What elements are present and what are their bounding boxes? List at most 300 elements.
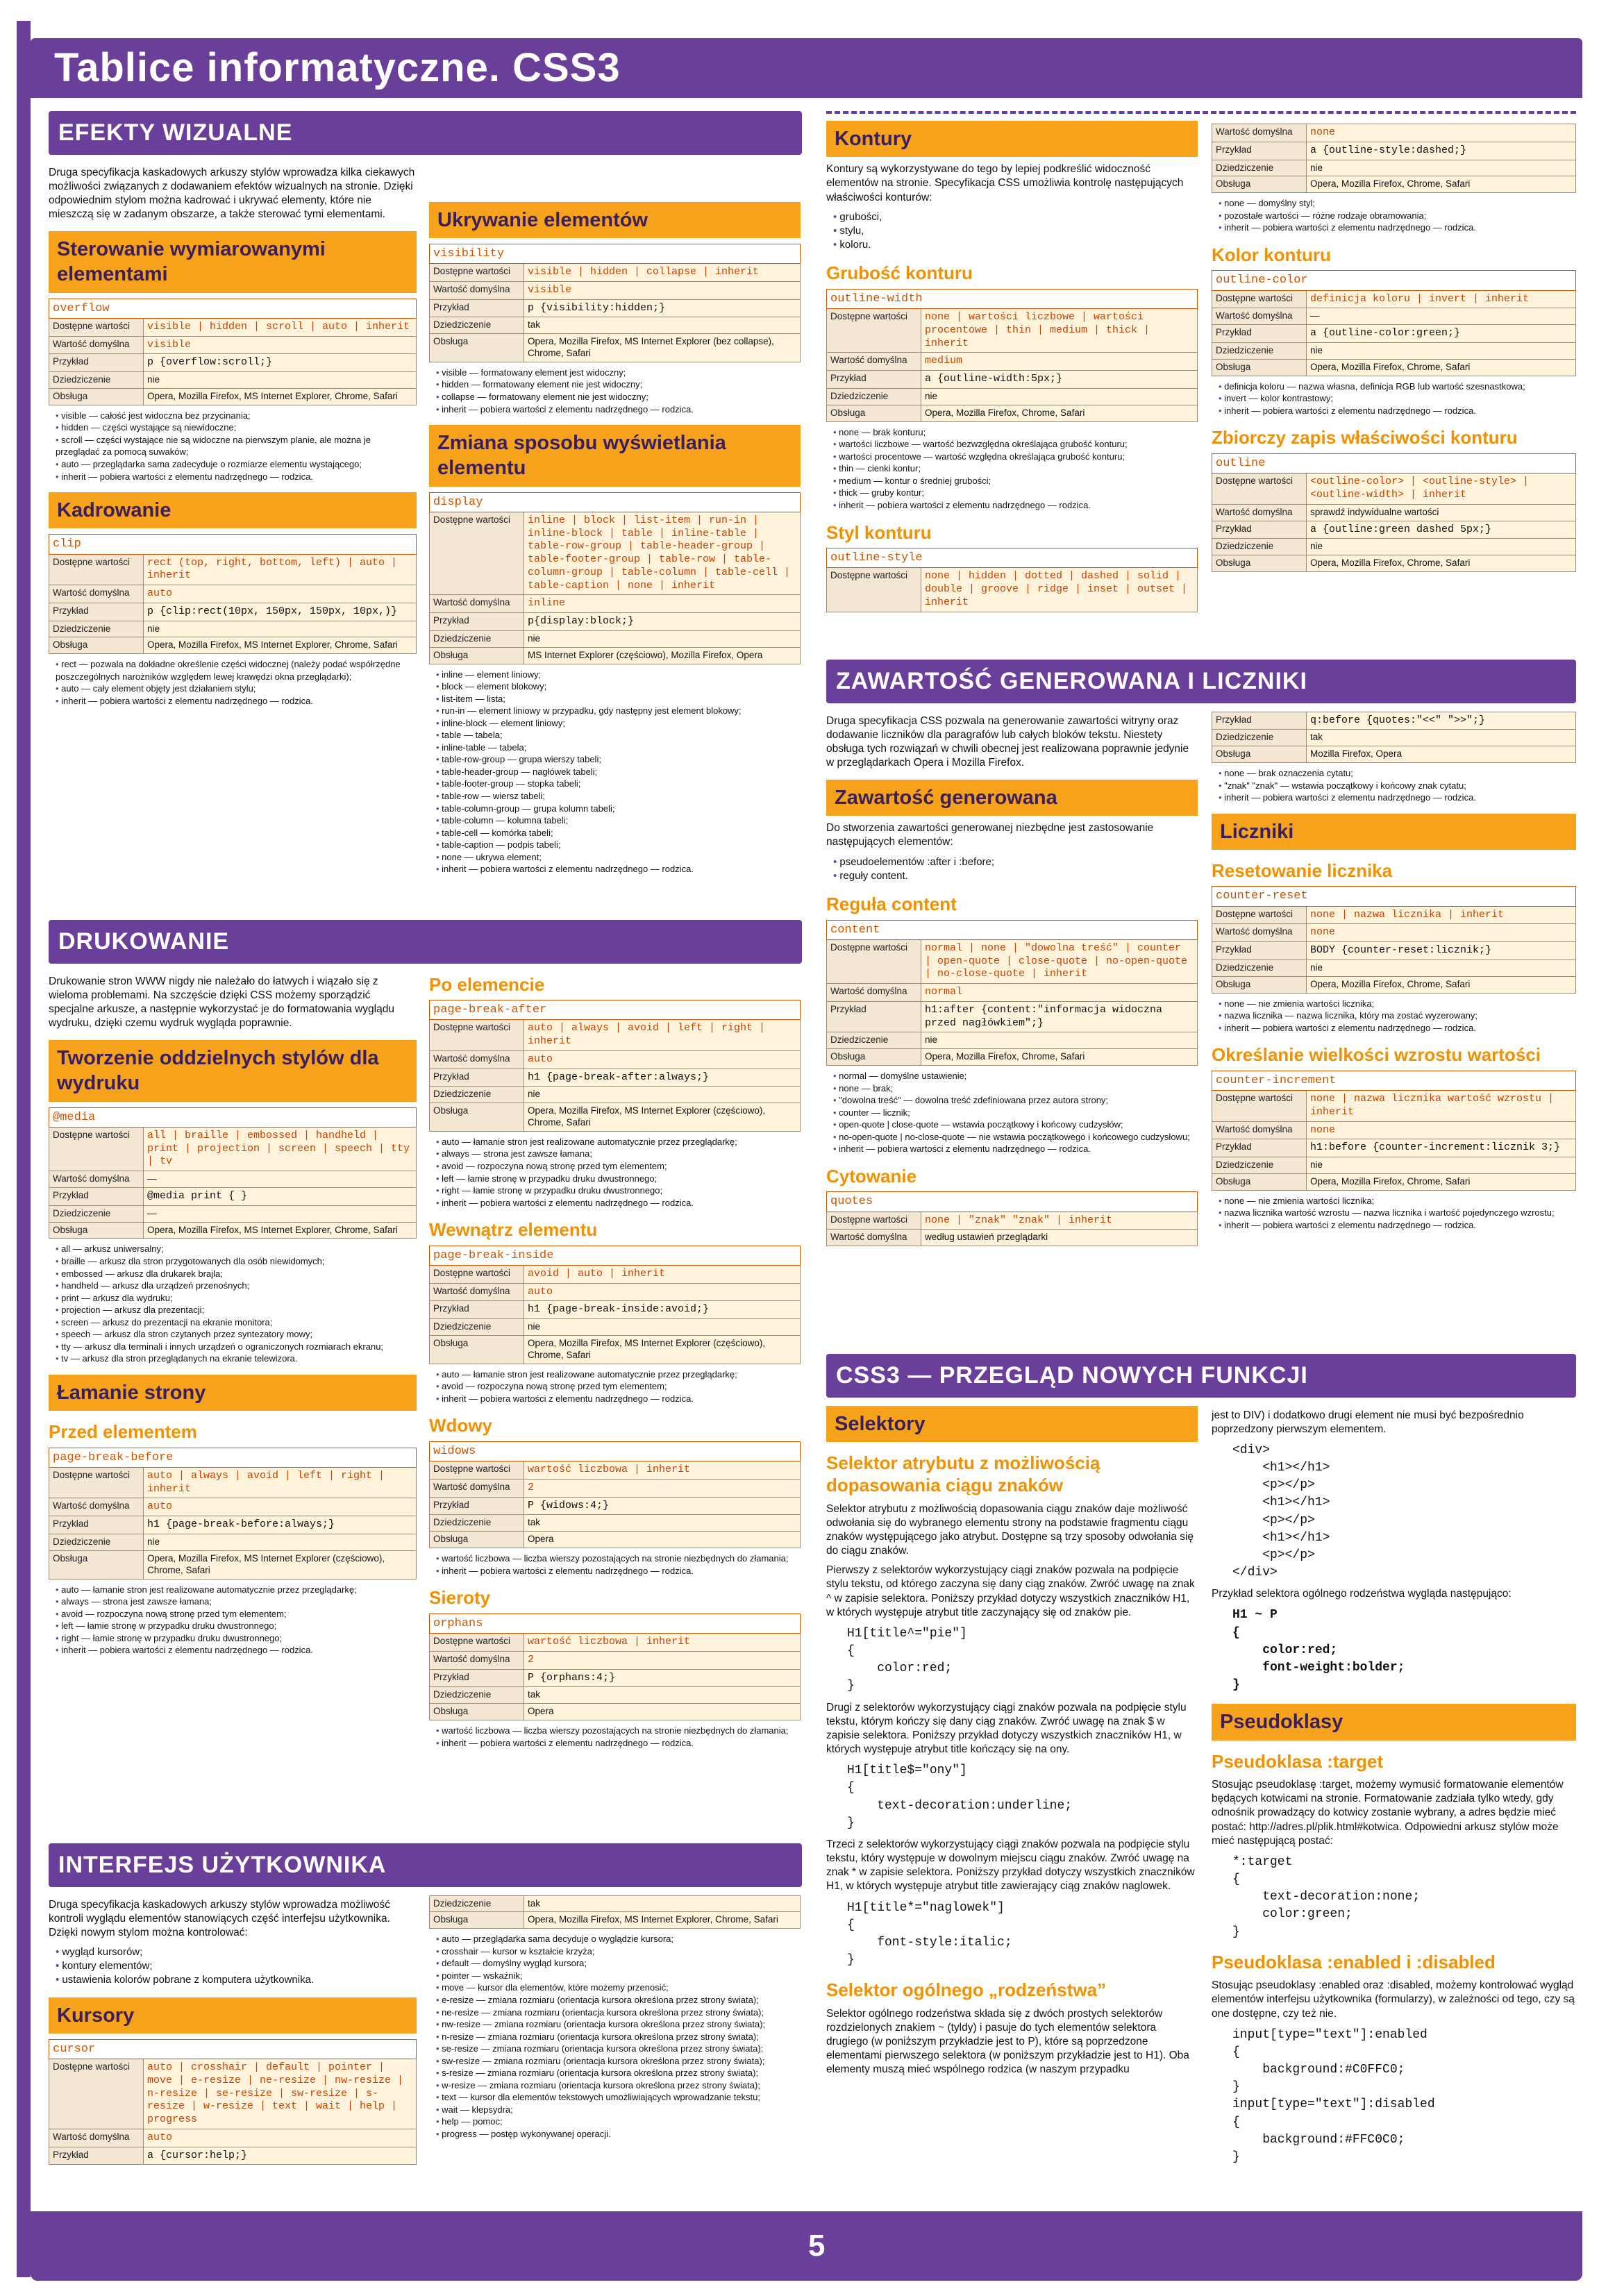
table-cell: nie	[524, 1319, 801, 1336]
list-item: • left — łamie stronę w przypadku druku dwustronnego;	[436, 1173, 801, 1185]
table-cell: Przykład	[49, 1516, 144, 1534]
list-item: • none — ukrywa element;	[436, 851, 801, 864]
table-cell: nie	[144, 621, 417, 637]
target-header: Pseudoklasa :target	[1212, 1750, 1384, 1772]
list-item: • w-resize — zmiana rozmiaru (orientacja kursora określona przez strony świata);	[436, 2079, 801, 2092]
table-cell: Przykład	[49, 354, 144, 372]
list-item: • inherit — pobiera wartości z elementu nadrzędnego — rodzica.	[56, 1644, 417, 1657]
table-cell: auto	[144, 585, 417, 603]
attr-p4: Trzeci z selektorów wykorzystujący ciągi znaków pozwala na podpięcie stylu tekstu, który występuje w dowolnym miejscu ciągu znaków. Zwróć uwagę na znak * w zapisie selektora. Poniższy przykład dotyczy wszystkich znaczników H1, w których występuje atrybut title zawierający ciąg znaków naglowek.	[826, 1838, 1195, 1893]
styl-header: Styl konturu	[826, 521, 932, 543]
interfejs-intro-list	[56, 1945, 417, 1988]
table-cell: auto | crosshair | default | pointer | move | e-resize | ne-resize | nw-resize | n-resize | se-resize | sw-resize | s-resize | w-resize | text | wait | help | progress	[144, 2059, 417, 2129]
media-table	[49, 1107, 417, 1239]
table-cell: page-break-inside	[430, 1246, 801, 1265]
list-item: • all — arkusz uniwersalny;	[56, 1243, 417, 1255]
list-item: • wait — klepsydra;	[436, 2104, 801, 2116]
pseudo-header: Pseudoklasy	[1212, 1704, 1576, 1740]
table-cell: nie	[144, 372, 417, 389]
cytowanie-header: Cytowanie	[826, 1165, 917, 1187]
table-cell: Dziedziczenie	[49, 1534, 144, 1550]
list-item: • tv — arkusz dla stron przeglądanych na ekranie telewizora.	[56, 1352, 417, 1365]
list-item: • inherit — pobiera wartości z elementu nadrzędnego — rodzica.	[833, 1143, 1198, 1155]
media-list	[56, 1243, 417, 1364]
wdowy-header: Wdowy	[429, 1415, 492, 1436]
table-cell: Dostępne wartości	[430, 1634, 524, 1652]
list-item: • hidden — części wystające są niewidoczne;	[56, 421, 417, 434]
zawartosc-section	[826, 660, 1576, 1249]
orphans-table	[429, 1614, 801, 1720]
list-item: • stylu,	[833, 224, 1198, 238]
list-item: • nazwa licznika wartość wzrostu — nazwa licznika i wartość pojedynczego wzrostu;	[1219, 1207, 1576, 1219]
gen-list	[833, 855, 1198, 884]
quotes-list	[1219, 767, 1576, 804]
table-cell: Przykład	[1212, 942, 1307, 960]
outline-color-list	[1219, 380, 1576, 417]
table-cell: tak	[524, 1895, 801, 1912]
cursor-table-cont	[429, 1895, 801, 1929]
list-item: • inherit — pobiera wartości z elementu nadrzędnego — rodzica.	[1219, 1022, 1576, 1034]
table-cell: Dostępne wartości	[827, 1212, 921, 1230]
table-cell: Dziedziczenie	[430, 317, 524, 334]
table-cell: Przykład	[1212, 1139, 1307, 1157]
table-cell: wartość liczbowa | inherit	[524, 1634, 801, 1652]
table-cell: Opera, Mozilla Firefox, MS Internet Explorer (bez collapse), Chrome, Safari	[524, 334, 801, 362]
table-cell: Przykład	[430, 1301, 524, 1319]
table-cell: tak	[1307, 730, 1576, 746]
table-cell: Wartość domyślna	[1212, 504, 1307, 521]
table-cell: Wartość domyślna	[1212, 1121, 1307, 1139]
table-cell: a {outline-style:dashed;}	[1307, 142, 1576, 160]
table-cell: Dziedziczenie	[1212, 1157, 1307, 1174]
table-cell: Dostępne wartości	[430, 512, 524, 595]
list-item: • nw-resize — zmiana rozmiaru (orientacja kursora określona przez strony świata);	[436, 2018, 801, 2031]
table-cell: nie	[1307, 960, 1576, 976]
left-border-bar	[17, 21, 31, 2277]
table-cell: auto	[524, 1283, 801, 1301]
list-item: • inherit — pobiera wartości z elementu nadrzędnego — rodzica.	[1219, 1219, 1576, 1232]
section-header-efekty: EFEKTY WIZUALNE	[49, 111, 802, 155]
table-cell: Wartość domyślna	[827, 1230, 921, 1246]
table-cell: Wartość domyślna	[1212, 924, 1307, 942]
table-cell: Dziedziczenie	[430, 630, 524, 647]
list-item: • wartości procentowe — wartość względna określająca grubość konturu;	[833, 451, 1198, 463]
list-item: • thin — cienki kontur;	[833, 462, 1198, 475]
list-item: • none — nie zmienia wartości licznika;	[1219, 1195, 1576, 1207]
table-cell: quotes	[827, 1192, 1198, 1212]
table-cell: Wartość domyślna	[49, 2129, 144, 2147]
table-cell: nie	[144, 1534, 417, 1550]
table-cell: inline	[524, 595, 801, 613]
table-cell: Opera, Mozilla Firefox, Chrome, Safari	[1307, 359, 1576, 376]
list-item: • none — brak konturu;	[833, 426, 1198, 439]
outline-color-table	[1212, 270, 1576, 376]
table-cell: visible	[144, 336, 417, 354]
kontury-header: Kontury	[826, 121, 1198, 157]
list-item: • wartość liczbowa — liczba wierszy pozostających na stronie niezbędnych do złamania;	[436, 1725, 801, 1737]
table-cell: nie	[921, 1032, 1198, 1049]
table-cell: none | nazwa licznika | inherit	[1307, 906, 1576, 924]
table-cell: normal | none | "dowolna treść" | counter | open-quote | close-quote | no-open-quote | no-close-quote | inherit	[921, 939, 1198, 983]
table-cell: nie	[921, 388, 1198, 405]
sib-p2: jest to DIV) i dodatkowo drugi element nie musi być bezpośrednio poprzedzony pierwszym elementem.	[1212, 1409, 1524, 1435]
table-cell: Obsługa	[1212, 746, 1307, 763]
table-cell: Opera, Mozilla Firefox, Chrome, Safari	[921, 405, 1198, 421]
list-item: • table-footer-group — stopka tabeli;	[436, 778, 801, 790]
list-item: • table-row — wiersz tabeli;	[436, 790, 801, 803]
table-cell: Przykład	[49, 1187, 144, 1205]
list-item: • text — kursor dla elementów tekstowych umożliwiających wprowadzanie tekstu;	[436, 2091, 801, 2104]
table-cell: Opera, Mozilla Firefox, MS Internet Explorer, Chrome, Safari	[144, 637, 417, 654]
table-cell: Obsługa	[430, 1336, 524, 1364]
overflow-list	[56, 410, 417, 483]
table-cell: visible | hidden | collapse | inherit	[524, 264, 801, 282]
list-item: • right — łamie stronę w przypadku druku dwustronnego;	[56, 1632, 417, 1645]
table-cell: inline | block | list-item | run-in | inline-block | table | inline-table | table-row-group | table-header-group | table-footer-group | table-row | table-column-group | table-column | table-cell | table-caption | none | inherit	[524, 512, 801, 595]
section-header-css3: CSS3 — PRZEGLĄD NOWYCH FUNKCJI	[826, 1354, 1576, 1398]
list-item: • rect — pozwala na dokładne określenie części widocznej (należy podać współrzędne poszczególnych narożników względem lewej krawędzi okna przeglądarki);	[56, 658, 417, 682]
table-cell: counter-reset	[1212, 887, 1576, 906]
code-example-5: H1 ~ P { color:red; font-weight:bolder; }	[1232, 1608, 1405, 1693]
quotes-table	[826, 1191, 1198, 1246]
list-item: • always — strona jest zawsze łamana;	[56, 1595, 417, 1608]
table-cell: medium	[921, 353, 1198, 371]
table-cell: Wartość domyślna	[827, 984, 921, 1002]
list-item: • nazwa licznika — nazwa licznika, który ma zostać wyzerowany;	[1219, 1009, 1576, 1022]
cursor-table	[49, 2039, 417, 2165]
table-cell: Dostępne wartości	[1212, 906, 1307, 924]
list-item: • visible — formatowany element jest widoczny;	[436, 367, 801, 379]
list-item: • ustawienia kolorów pobrane z komputera użytkownika.	[56, 1973, 417, 1987]
table-cell: 2	[524, 1651, 801, 1669]
table-cell: outline-style	[827, 548, 1198, 568]
table-cell: <outline-color> | <outline-style> | <outline-width> | inherit	[1307, 474, 1576, 505]
regula-header: Reguła content	[826, 894, 957, 915]
table-cell: Przykład	[49, 603, 144, 621]
table-cell: Dziedziczenie	[430, 1515, 524, 1532]
list-item: • none — brak oznaczenia cytatu;	[1219, 767, 1576, 780]
sib-p1: Selektor ogólnego rodzeństwa składa się z dwóch prostych selektorów rozdzielonych znakiem ~ (tyldy) i pasuje do tych elementów selektora drugiego (w poniższym przykładzie jest to P), które są poprzedzone elementami pierwszego selektora (w poniższym przykładzie jest to H1). Oba elementy muszą mieć wspólnego rodzica (w naszym przypadku	[826, 2007, 1189, 2076]
list-item: • scroll — części wystające nie są widoczne na pierwszym planie, ale można je przeglądać za pomocą suwaków;	[56, 434, 417, 458]
zmiana-header: Zmiana sposobu wyświetlania elementu	[429, 425, 801, 487]
table-cell: tak	[524, 317, 801, 334]
table-cell: Przykład	[430, 1669, 524, 1687]
table-cell: h1 {page-break-inside:avoid;}	[524, 1301, 801, 1319]
table-cell: sprawdź indywidualne wartości	[1307, 504, 1576, 521]
list-item: • help — pomoc;	[436, 2115, 801, 2128]
list-item: • table-caption — podpis tabeli;	[436, 839, 801, 851]
table-cell: h1 {page-break-before:always;}	[144, 1516, 417, 1534]
table-cell: clip	[49, 535, 417, 554]
section-header-zawartosc: ZAWARTOŚĆ GENEROWANA I LICZNIKI	[826, 660, 1576, 703]
table-cell: Dziedziczenie	[1212, 960, 1307, 976]
table-cell: Dostępne wartości	[827, 309, 921, 353]
table-cell: Dziedziczenie	[49, 621, 144, 637]
list-item: • auto — łamanie stron jest realizowane automatycznie przez przeglądarkę;	[56, 1584, 417, 1596]
table-cell: outline-color	[1212, 271, 1576, 290]
list-item: • kontury elementów;	[56, 1959, 417, 1973]
list-item: • visible — całość jest widoczna bez przycinania;	[56, 410, 417, 422]
table-cell: none | hidden | dotted | dashed | solid | double | groove | ridge | inset | outset | inherit	[921, 568, 1198, 612]
list-item: • inherit — pobiera wartości z elementu nadrzędnego — rodzica.	[436, 863, 801, 875]
table-cell: rect (top, right, bottom, left) | auto | inherit	[144, 554, 417, 585]
table-cell: Dostępne wartości	[430, 1461, 524, 1480]
counter-reset-table	[1212, 886, 1576, 993]
table-cell: content	[827, 920, 1198, 939]
table-cell: visible | hidden | scroll | auto | inherit	[144, 318, 417, 336]
pbb-table	[49, 1448, 417, 1579]
table-cell: Obsługa	[49, 637, 144, 654]
table-cell: Dziedziczenie	[827, 1032, 921, 1049]
table-cell: Dziedziczenie	[49, 372, 144, 389]
list-item: • "znak" "znak" — wstawia początkowy i końcowy znak cytatu;	[1219, 780, 1576, 792]
list-item: • handheld — arkusz dla urządzeń przenośnych;	[56, 1280, 417, 1292]
orphans-list	[436, 1725, 801, 1749]
table-cell: outline-width	[827, 289, 1198, 308]
table-cell: Wartość domyślna	[430, 281, 524, 299]
list-item: • normal — domyślne ustawienie;	[833, 1070, 1198, 1082]
interfejs-section	[49, 1843, 802, 2168]
table-cell: @media	[49, 1107, 417, 1127]
table-cell: nie	[1307, 539, 1576, 555]
list-item: • n-resize — zmiana rozmiaru (orientacja kursora określona przez strony świata);	[436, 2031, 801, 2043]
table-cell: Opera, Mozilla Firefox, MS Internet Explorer (częściowo), Chrome, Safari	[524, 1336, 801, 1364]
list-item: • auto — łamanie stron jest realizowane automatycznie przez przeglądarkę;	[436, 1368, 801, 1381]
table-cell: h1 {page-break-after:always;}	[524, 1069, 801, 1087]
table-cell: p {visibility:hidden;}	[524, 299, 801, 317]
liczniki-header: Liczniki	[1212, 814, 1576, 850]
list-item: • s-resize — zmiana rozmiaru (orientacja kursora określona przez strony świata);	[436, 2067, 801, 2079]
selektory-header: Selektory	[826, 1406, 1198, 1442]
table-cell: auto	[144, 1498, 417, 1516]
table-cell: auto	[524, 1050, 801, 1069]
table-cell: Obsługa	[827, 1049, 921, 1066]
pba-table	[429, 1000, 801, 1132]
table-cell: Dostępne wartości	[49, 1127, 144, 1171]
code-example-3: H1[title*="naglowek"] { font-style:italic; }	[847, 1900, 1012, 1968]
table-cell: MS Internet Explorer (częściowo), Mozilla Firefox, Opera	[524, 647, 801, 664]
sib-header: Selektor ogólnego „rodzeństwa”	[826, 1979, 1107, 2001]
content-list	[833, 1070, 1198, 1155]
content-table	[826, 920, 1198, 1066]
table-cell: wartość liczbowa | inherit	[524, 1461, 801, 1480]
pbb-list	[56, 1584, 417, 1657]
table-cell: auto | always | avoid | left | right | inherit	[524, 1020, 801, 1051]
table-cell: Opera, Mozilla Firefox, Chrome, Safari	[1307, 1173, 1576, 1190]
table-cell: Obsługa	[1212, 359, 1307, 376]
list-item: • reguły content.	[833, 869, 1198, 883]
list-item: • progress — postęp wykonywanej operacji.	[436, 2128, 801, 2140]
table-cell: display	[430, 492, 801, 512]
list-item: • tty — arkusz dla terminali i innych urządzeń o ograniczonych rozmiarach ekranu;	[56, 1341, 417, 1353]
cursor-list	[436, 1933, 801, 2140]
table-cell: @media print { }	[144, 1187, 417, 1205]
table-cell: Przykład	[430, 1069, 524, 1087]
list-item: • table-row-group — grupa wierszy tabeli;	[436, 753, 801, 766]
list-item: • open-quote | close-quote — wstawia początkowy i końcowy cudzysłów;	[833, 1118, 1198, 1131]
table-cell: Wartość domyślna	[49, 1171, 144, 1188]
counter-reset-list	[1219, 998, 1576, 1034]
table-cell: none	[1307, 1121, 1576, 1139]
display-table	[429, 492, 801, 664]
table-cell: Przykład	[430, 299, 524, 317]
list-item: • inherit — pobiera wartości z elementu nadrzędnego — rodzica.	[436, 1565, 801, 1577]
list-item: • none — brak;	[833, 1082, 1198, 1095]
section-header-drukowanie: DRUKOWANIE	[49, 920, 802, 964]
list-item: • inherit — pobiera wartości z elementu nadrzędnego — rodzica.	[56, 471, 417, 483]
table-cell: Wartość domyślna	[430, 1050, 524, 1069]
efekty-intro: Druga specyfikacja kaskadowych arkuszy stylów wprowadza kilka ciekawych możliwości związanych z dodawaniem efektów wizualnych na stronie. Dzięki odpowiednim stylom można kadrować i ukrywać elementy, które nie mieszczą się w zadanym obszarze, a także sterować tymi elementami.	[49, 166, 415, 220]
table-cell: widows	[430, 1441, 801, 1461]
visibility-list	[436, 367, 801, 415]
table-cell: visibility	[430, 244, 801, 263]
list-item: • no-open-quote | no-close-quote — nie wstawia początkowego i końcowego cudzysłowu;	[833, 1131, 1198, 1143]
list-item: • right — łamie stronę w przypadku druku dwustronnego;	[436, 1184, 801, 1197]
code-example-2: H1[title$="ony"] { text-decoration:underline; }	[847, 1763, 1073, 1830]
table-cell: Wartość domyślna	[430, 1283, 524, 1301]
list-item: • move — kursor dla elementów, które możemy przenosić;	[436, 1981, 801, 1994]
table-cell: Obsługa	[430, 1704, 524, 1720]
table-cell: Obsługa	[1212, 976, 1307, 993]
table-cell: h1:after {content:"informacja widoczna przed nagłówkiem";}	[921, 1001, 1198, 1032]
list-item: • se-resize — zmiana rozmiaru (orientacja kursora określona przez strony świata);	[436, 2043, 801, 2055]
list-item: • hidden — formatowany element nie jest widoczny;	[436, 378, 801, 391]
widows-table	[429, 1441, 801, 1548]
table-cell: Dostępne wartości	[430, 1020, 524, 1051]
drukowanie-intro: Drukowanie stron WWW nigdy nie należało do łatwych i wiązało się z wieloma problemami. Na szczęście dzięki CSS możemy sporządzić specjalne arkusze, a następnie wykorzystać je do formatowania wyglądu wydruku, dzięki czemu wydruk wygląda poprawnie.	[49, 975, 394, 1029]
list-item: • braille — arkusz dla stron przygotowanych dla osób niewidomych;	[56, 1255, 417, 1268]
table-cell: q:before {quotes:"<<" ">>";}	[1307, 712, 1576, 730]
list-item: • left — łamie stronę w przypadku druku dwustronnego;	[56, 1620, 417, 1632]
grubosc-header: Grubość konturu	[826, 262, 973, 284]
enabled-header: Pseudoklasa :enabled i :disabled	[1212, 1951, 1496, 1972]
table-cell: Dostępne wartości	[430, 264, 524, 282]
table-cell: Przykład	[827, 371, 921, 389]
table-cell: nie	[1307, 1157, 1576, 1174]
list-item: • auto — łamanie stron jest realizowane automatycznie przez przeglądarkę;	[436, 1136, 801, 1148]
list-item: • auto — przeglądarka sama zadecyduje o rozmiarze elementu wystającego;	[56, 458, 417, 471]
counter-increment-table	[1212, 1071, 1576, 1191]
table-cell: none	[1307, 124, 1576, 142]
table-cell: Wartość domyślna	[49, 1498, 144, 1516]
table-cell: nie	[524, 630, 801, 647]
table-cell: auto | always | avoid | left | right | inherit	[144, 1467, 417, 1498]
pba-list	[436, 1136, 801, 1209]
list-item: • avoid — rozpoczyna nową stronę przed tym elementem;	[56, 1608, 417, 1620]
table-cell: P {widows:4;}	[524, 1497, 801, 1515]
list-item: • embossed — arkusz dla drukarek brajla;	[56, 1268, 417, 1280]
reset-header: Resetowanie licznika	[1212, 860, 1393, 881]
table-cell: Dziedziczenie	[430, 1687, 524, 1704]
table-cell: orphans	[430, 1614, 801, 1633]
list-item: • default — domyślny wygląd kursora;	[436, 1957, 801, 1970]
attr-p3: Drugi z selektorów wykorzystujący ciągi znaków pozwala na podpięcie stylu tekstu, którym kończy się dany ciąg znaków. Zwróć uwagę na znak $ w zapisie selektora. Poniższy przykład dotyczy wszystkich znaczników H1, w których występuje atrybut title kończący się na ony.	[826, 1701, 1187, 1756]
list-item: • grubości,	[833, 210, 1198, 224]
list-item: • table-cell — komórka tabeli;	[436, 827, 801, 839]
list-item: • pozostałe wartości — różne rodzaje obramowania;	[1219, 210, 1576, 222]
table-cell: nie	[1307, 160, 1576, 176]
table-cell: Obsługa	[49, 388, 144, 405]
table-cell: Dostępne wartości	[1212, 290, 1307, 308]
table-cell: Wartość domyślna	[49, 585, 144, 603]
pbi-table	[429, 1246, 801, 1364]
table-cell: Opera	[524, 1532, 801, 1548]
zbiorczy-header: Zbiorczy zapis właściwości konturu	[1212, 427, 1518, 449]
ukrywanie-header: Ukrywanie elementów	[429, 202, 801, 238]
table-cell: Opera, Mozilla Firefox, Chrome, Safari	[1307, 976, 1576, 993]
table-cell: Obsługa	[430, 647, 524, 664]
list-item: • none — nie zmienia wartości licznika;	[1219, 998, 1576, 1010]
table-cell: nie	[524, 1087, 801, 1103]
table-cell: none | "znak" "znak" | inherit	[921, 1212, 1198, 1230]
attr-header: Selektor atrybutu z możliwością dopasowania ciągu znaków	[826, 1452, 1100, 1496]
list-item: • inherit — pobiera wartości z elementu nadrzędnego — rodzica.	[1219, 221, 1576, 234]
table-cell: —	[1307, 308, 1576, 325]
table-cell: definicja koloru | invert | inherit	[1307, 290, 1576, 308]
list-item: • definicja koloru — nazwa własna, definicja RGB lub wartość szesnastkowa;	[1219, 380, 1576, 393]
gen-intro: Do stworzenia zawartości generowanej niezbędne jest zastosowanie następujących elementów:	[826, 822, 1154, 848]
table-cell: tak	[524, 1687, 801, 1704]
table-cell: Dostępne wartości	[827, 939, 921, 983]
table-cell: Obsługa	[1212, 176, 1307, 193]
table-cell: Dziedziczenie	[430, 1087, 524, 1103]
table-cell: Przykład	[1212, 325, 1307, 343]
przed-header: Przed elementem	[49, 1421, 197, 1443]
list-item: • sw-resize — zmiana rozmiaru (orientacja kursora określona przez strony świata);	[436, 2055, 801, 2068]
list-item: • "dowolna treść" — dowolna treść zdefiniowana przez autora strony;	[833, 1094, 1198, 1107]
widows-list	[436, 1552, 801, 1577]
table-cell: Obsługa	[430, 1103, 524, 1132]
table-cell: page-break-after	[430, 1000, 801, 1020]
table-cell: none | wartości liczbowe | wartości procentowe | thin | medium | thick | inherit	[921, 309, 1198, 353]
table-cell: avoid | auto | inherit	[524, 1265, 801, 1283]
visibility-table	[429, 244, 801, 362]
list-item: • inline-block — element liniowy;	[436, 717, 801, 730]
list-item: • inherit — pobiera wartości z elementu nadrzędnego — rodzica.	[833, 499, 1198, 512]
table-cell: Wartość domyślna	[1212, 308, 1307, 325]
list-item: • wartość liczbowa — liczba wierszy pozostających na stronie niezbędnych do złamania;	[436, 1552, 801, 1565]
gen-header: Zawartość generowana	[826, 780, 1198, 816]
interfejs-intro: Druga specyfikacja kaskadowych arkuszy stylów wprowadza możliwość kontroli wyglądu elementów stanowiących część interfejsu użytkownika. Dzięki nowym stylom można kontrolować:	[49, 1898, 390, 1938]
table-cell: Opera, Mozilla Firefox, Chrome, Safari	[1307, 555, 1576, 572]
list-item: • auto — cały element objęty jest działaniem stylu;	[56, 682, 417, 695]
table-cell: Przykład	[430, 1497, 524, 1515]
table-cell: Obsługa	[430, 1532, 524, 1548]
table-cell: Dziedziczenie	[827, 388, 921, 405]
table-cell: a {outline-width:5px;}	[921, 371, 1198, 389]
table-cell: Opera, Mozilla Firefox, MS Internet Explorer, Chrome, Safari	[144, 388, 417, 405]
list-item: • collapse — formatowany element nie jest widoczny;	[436, 391, 801, 403]
list-item: • e-resize — zmiana rozmiaru (orientacja kursora określona przez strony świata);	[436, 1994, 801, 2006]
table-cell: p {overflow:scroll;}	[144, 354, 417, 372]
table-cell: Wartość domyślna	[1212, 124, 1307, 142]
table-cell: Dostępne wartości	[1212, 1091, 1307, 1122]
list-item: • list-item — lista;	[436, 693, 801, 705]
table-cell: outline	[1212, 453, 1576, 473]
table-cell: BODY {counter-reset:licznik;}	[1307, 942, 1576, 960]
list-item: • pointer — wskaźnik;	[436, 1970, 801, 1982]
table-cell: Dziedziczenie	[1212, 343, 1307, 360]
table-cell: Obsługa	[827, 405, 921, 421]
list-item: • block — element blokowy;	[436, 680, 801, 693]
list-item: • inline — element liniowy;	[436, 669, 801, 681]
list-item: • ne-resize — zmiana rozmiaru (orientacja kursora określona przez strony świata);	[436, 2006, 801, 2019]
table-cell: Opera, Mozilla Firefox, Chrome, Safari	[921, 1049, 1198, 1066]
table-cell: a {outline-color:green;}	[1307, 325, 1576, 343]
table-cell: 2	[524, 1479, 801, 1497]
list-item: • inherit — pobiera wartości z elementu nadrzędnego — rodzica.	[1219, 405, 1576, 417]
list-item: • inherit — pobiera wartości z elementu nadrzędnego — rodzica.	[1219, 791, 1576, 804]
